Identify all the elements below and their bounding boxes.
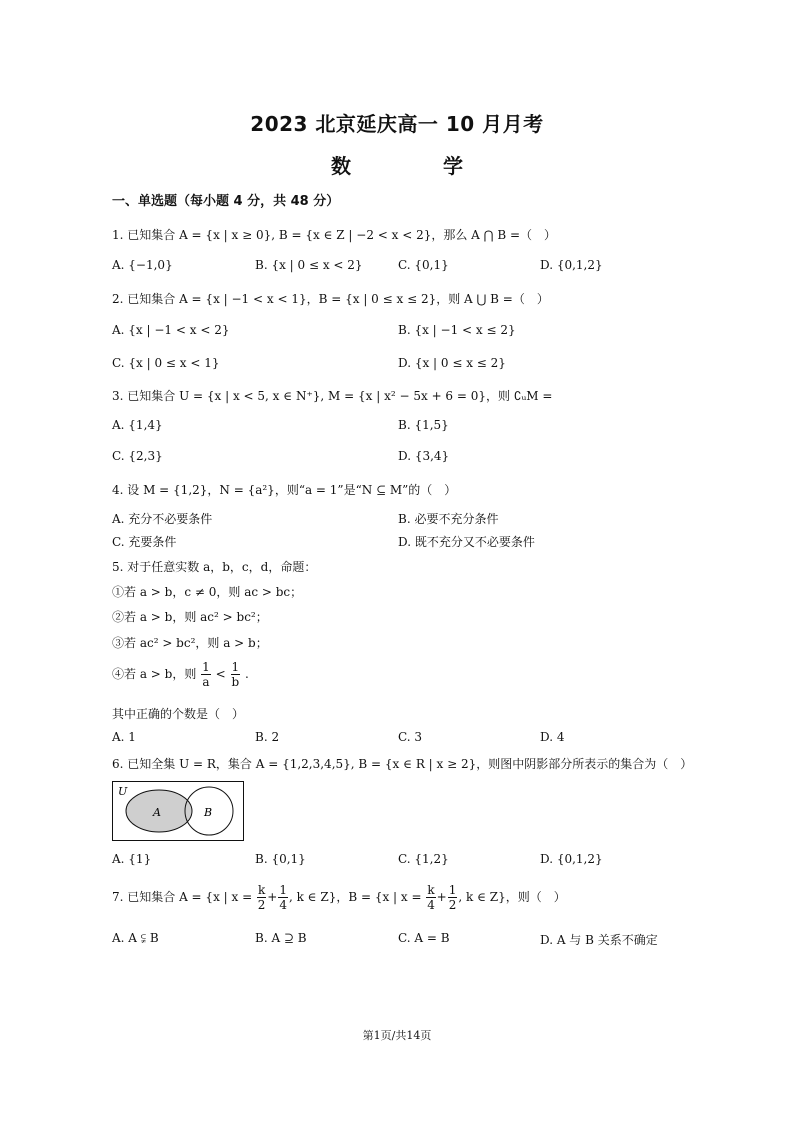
q3-option-a: A. {1,4} [112,418,163,432]
q7-option-d: D. A 与 B 关系不确定 [540,933,658,947]
fraction-1-over-b: $\frac{1}{b}$ [231,660,240,689]
question-4-stem: 4. 设 M = {1,2}，N = {a²}，则“a = 1”是“N ⊆ M”的（ ） [112,483,457,497]
section-heading: 一、单选题（每小题 4 分，共 48 分） [112,194,340,209]
q5-option-d: D. 4 [540,730,565,744]
q2-option-b: B. {x | −1 < x ≤ 2} [398,323,516,337]
q4-option-d: D. 既不充分又不必要条件 [398,535,535,549]
q7-option-b: B. A ⊇ B [255,931,307,945]
venn-label-u: U [118,785,128,798]
question-3-stem: 3. 已知集合 U = {x | x < 5, x ∈ N⁺}, M = {x | x² − 5x + 6 = 0}，则 ∁ᵤM = [112,389,553,403]
q3-option-b: B. {1,5} [398,418,449,432]
q6-option-d: D. {0,1,2} [540,852,603,866]
fraction-1-over-2: $\frac{1}{2}$ [448,883,457,912]
q2-option-d: D. {x | 0 ≤ x ≤ 2} [398,356,506,370]
q5-option-a: A. 1 [112,730,136,744]
page-footer: 第1页/共14页 [362,1029,432,1042]
fraction-k-over-4: $\frac{k}{4}$ [427,883,435,912]
q7-option-a: A. A ⫋ B [112,931,159,945]
question-5-ask: 其中正确的个数是（ ） [112,707,245,721]
q5-option-b: B. 2 [255,730,280,744]
q4-option-a: A. 充分不必要条件 [112,512,213,526]
question-6-stem: 6. 已知全集 U = R，集合 A = {1,2,3,4,5}, B = {x ∈ R | x ≥ 2}，则图中阴影部分所表示的集合为（ ） [112,757,693,771]
q5-option-c: C. 3 [398,730,423,744]
fraction-1-over-4: $\frac{1}{4}$ [279,883,287,912]
subject-title: 数 学 [331,154,499,178]
question-2-stem: 2. 已知集合 A = {x | −1 < x < 1}，B = {x | 0 ≤ x ≤ 2}，则 A ⋃ B =（ ） [112,292,549,306]
q5-proposition-4: ④若 a > b，则 $\frac{1}{a}$ < $\frac{1}{b}$ . [112,660,249,689]
question-7-stem: 7. 已知集合 A = {x | x = $\frac{k}{2}$ + $\frac{1}{4}$ , k ∈ Z}，B = {x | x = $\frac{k}{4}$ + $\frac{1}{2}$ , k ∈ Z}，则（ ） [112,883,566,912]
q5-proposition-3: ③若 ac² > bc²，则 a > b； [112,636,268,650]
exam-title: 2023 北京延庆高一 10 月月考 [250,112,544,136]
q1-option-a: A. {−1,0} [112,258,173,272]
q1-option-d: D. {0,1,2} [540,258,603,272]
q3-option-d: D. {3,4} [398,449,450,463]
q1-option-c: C. {0,1} [398,258,449,272]
q6-option-b: B. {0,1} [255,852,306,866]
q4-option-b: B. 必要不充分条件 [398,512,499,526]
question-1-stem: 1. 已知集合 A = {x | x ≥ 0}, B = {x ∈ Z | −2 < x < 2}，那么 A ⋂ B =（ ） [112,228,557,242]
venn-diagram [112,781,244,841]
q2-option-c: C. {x | 0 ≤ x < 1} [112,356,220,370]
fraction-1-over-a: $\frac{1}{a}$ [202,660,210,689]
venn-label-a: A [153,806,161,819]
q6-option-c: C. {1,2} [398,852,449,866]
fraction-k-over-2: $\frac{k}{2}$ [257,883,266,912]
q7-option-c: C. A = B [398,931,450,945]
q5-proposition-2: ②若 a > b，则 ac² > bc²； [112,610,268,624]
q3-option-c: C. {2,3} [112,449,163,463]
venn-label-b: B [204,806,213,819]
q2-option-a: A. {x | −1 < x < 2} [112,323,230,337]
q5-proposition-1: ①若 a > b，c ≠ 0，则 ac > bc； [112,585,303,599]
question-5-stem: 5. 对于任意实数 a，b，c，d，命题： [112,560,317,574]
q1-option-b: B. {x | 0 ≤ x < 2} [255,258,363,272]
q6-option-a: A. {1} [112,852,152,866]
q4-option-c: C. 充要条件 [112,535,177,549]
